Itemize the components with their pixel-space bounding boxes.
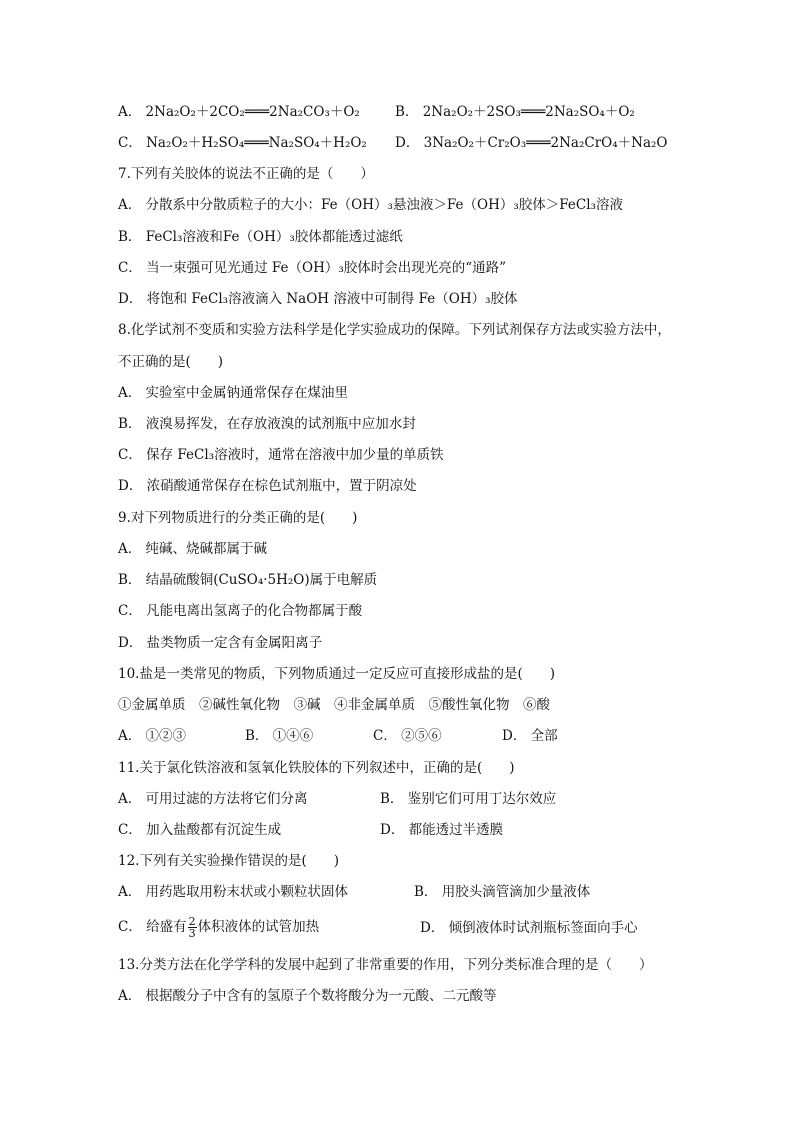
q12-option-d: D． 倾倒液体时试剂瓶标签面向手心 <box>420 920 638 936</box>
q12-option-c-suffix: 体积液体的试管加热 <box>197 919 320 935</box>
q13-option-a: A． 根据酸分子中含有的氢原子个数将酸分为一元酸、二元酸等 <box>118 988 497 1004</box>
q8-option-a: A． 实验室中金属钠通常保存在煤油里 <box>118 385 349 401</box>
q10-option-d: D． 全部 <box>502 728 558 744</box>
q8-option-b: B． 液溴易挥发，在存放液溴的试剂瓶中应加水封 <box>118 416 416 432</box>
q9-option-a: A． 纯碱、烧碱都属于碱 <box>118 541 268 557</box>
q9-option-b: B． 结晶硫酸铜(CuSO₄·5H₂O)属于电解质 <box>118 572 378 588</box>
q6-option-c: C． Na₂O₂＋H₂SO₄═══Na₂SO₄＋H₂O₂ <box>118 135 367 151</box>
q7-option-a: A． 分散系中分散质粒子的大小：Fe（OH）₃悬浊液＞Fe（OH）₃胶体＞FeCl₃溶液 <box>118 197 623 213</box>
q7-stem: 7.下列有关胶体的说法不正确的是（ ） <box>118 166 374 182</box>
q7-option-d: D． 将饱和 FeCl₃溶液滴入 NaOH 溶液中可制得 Fe（OH）₃胶体 <box>118 291 518 307</box>
q9-option-d: D． 盐类物质一定含有金属阳离子 <box>118 635 323 651</box>
q9-stem: 9.对下列物质进行的分类正确的是( ) <box>118 510 358 526</box>
q13-stem: 13.分类方法在化学学科的发展中起到了非常重要的作用，下列分类标准合理的是（ ） <box>118 957 653 973</box>
q12-option-c-prefix: C． 给盛有 <box>118 919 187 935</box>
q6-option-a: A． 2Na₂O₂＋2CO₂═══2Na₂CO₃＋O₂ <box>118 104 360 120</box>
two-thirds-fraction <box>188 916 197 939</box>
q12-stem: 12.下列有关实验操作错误的是( ) <box>118 853 340 869</box>
q11-option-c: C． 加入盐酸都有沉淀生成 <box>118 822 282 838</box>
q6-option-b: B． 2Na₂O₂＋2SO₃═══2Na₂SO₄＋O₂ <box>395 104 635 120</box>
q10-option-a: A． ①②③ <box>118 728 187 744</box>
q12-option-a: A． 用药匙取用粉末状或小颗粒状固体 <box>118 884 349 900</box>
q10-item-list: ①金属单质 ②碱性氧化物 ③碱 ④非金属单质 ⑤酸性氧化物 ⑥酸 <box>118 697 550 713</box>
q6-option-d: D． 3Na₂O₂＋Cr₂O₃═══2Na₂CrO₄＋Na₂O <box>395 135 668 151</box>
q8-option-d: D． 浓硝酸通常保存在棕色试剂瓶中，置于阴凉处 <box>118 478 417 494</box>
fraction-numerator: 2 <box>188 915 196 928</box>
q11-option-b: B． 鉴别它们可用丁达尔效应 <box>380 791 557 807</box>
q10-option-c: C． ②⑤⑥ <box>373 728 442 744</box>
q8-stem-continued: 不正确的是( ) <box>118 354 224 370</box>
q11-stem: 11.关于氯化铁溶液和氢氧化铁胶体的下列叙述中，正确的是( ) <box>118 760 515 776</box>
q12-option-c <box>118 916 319 939</box>
q10-option-b: B． ①④⑥ <box>245 728 314 744</box>
q9-option-c: C． 凡能电离出氢离子的化合物都属于酸 <box>118 603 363 619</box>
q11-option-a: A． 可用过滤的方法将它们分离 <box>118 791 308 807</box>
q8-stem: 8.化学试剂不变质和实验方法科学是化学实验成功的保障。下列试剂保存方法或实验方法中， <box>118 322 671 338</box>
q10-stem: 10.盐是一类常见的物质，下列物质通过一定反应可直接形成盐的是( ) <box>118 666 556 682</box>
q8-option-c: C． 保存 FeCl₃溶液时，通常在溶液中加少量的单质铁 <box>118 447 444 463</box>
q7-option-b: B． FeCl₃溶液和Fe（OH）₃胶体都能透过滤纸 <box>118 229 403 245</box>
q11-option-d: D． 都能透过半透膜 <box>380 822 504 838</box>
q12-option-b: B． 用胶头滴管滴加少量液体 <box>414 884 591 900</box>
fraction-denominator: 3 <box>188 927 196 940</box>
q7-option-c: C． 当一束强可见光通过 Fe（OH）₃胶体时会出现光亮的“通路” <box>118 260 507 276</box>
